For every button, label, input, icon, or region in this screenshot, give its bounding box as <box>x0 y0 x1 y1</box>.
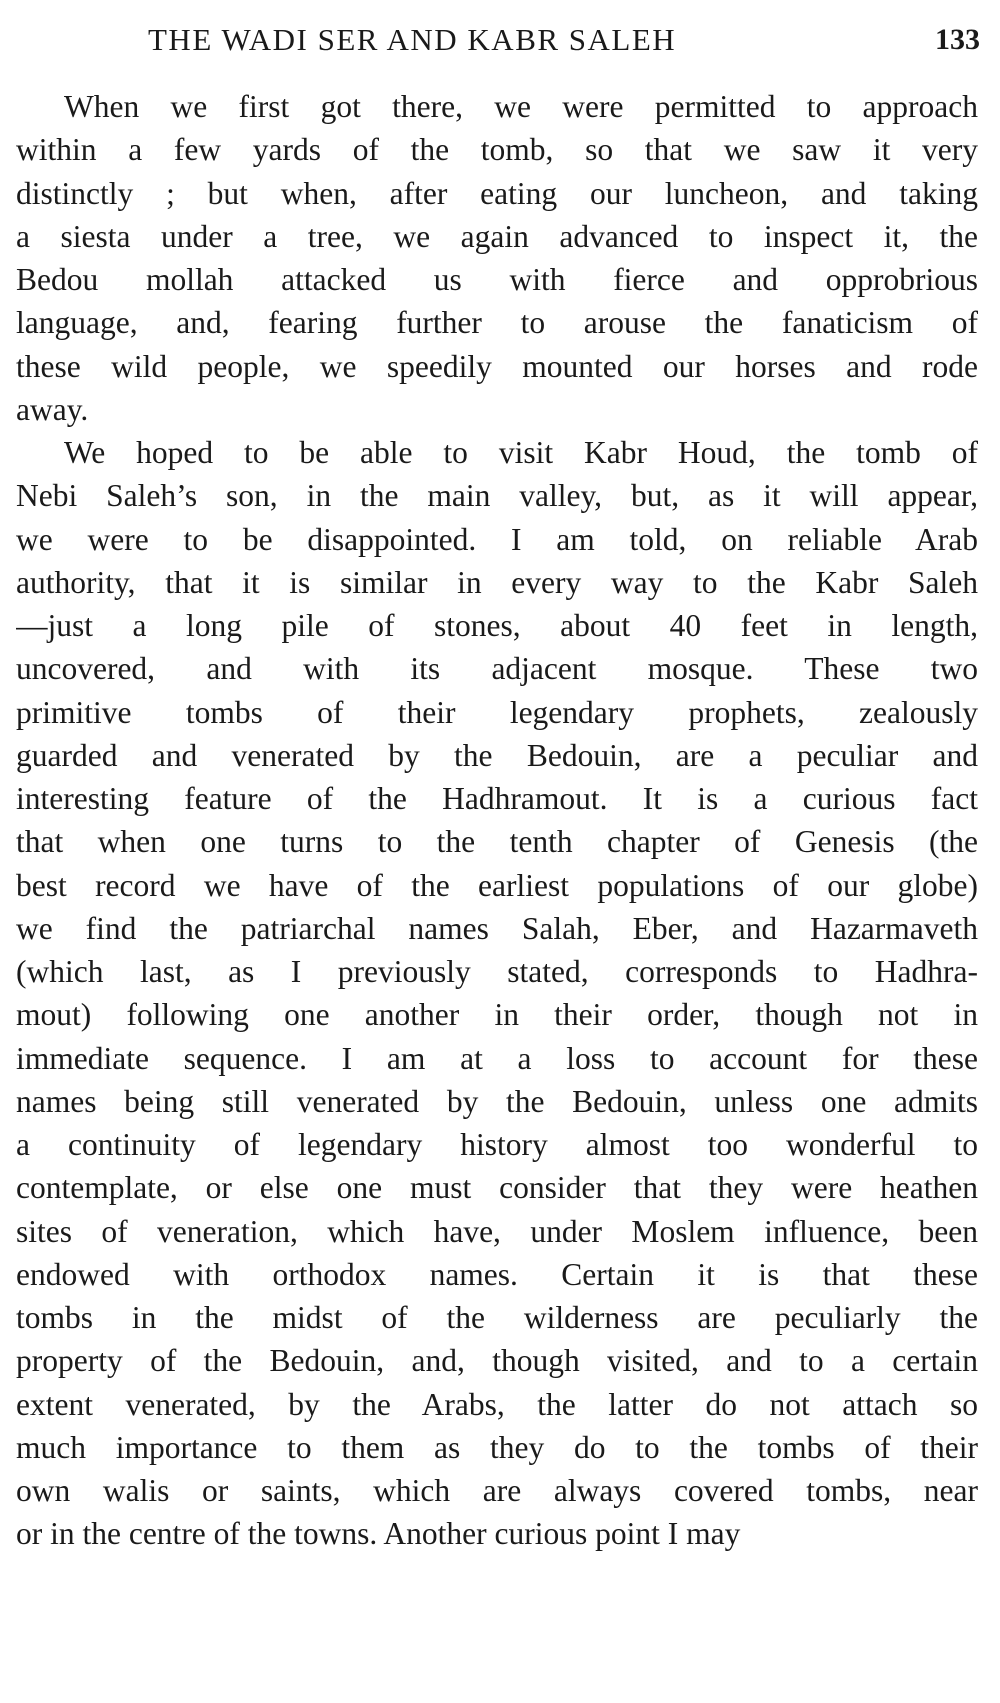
text-line: interesting feature of the Hadhramout. It is a curious fact <box>16 781 978 816</box>
text-line: names being still venerated by the Bedouin, unless one admits <box>16 1083 978 1119</box>
text-line: contemplate, or else one must consider that they were heathen <box>16 1170 978 1206</box>
paragraph <box>16 431 978 1556</box>
text-line: property of the Bedouin, and, though visited, and to a certain <box>16 1343 978 1379</box>
text-line: Bedou mollah attacked us with fierce and opprobrious <box>16 262 978 297</box>
text-line: a continuity of legendary history almost too wonderful to <box>16 1127 978 1162</box>
text-line: language, and, fearing further to arouse the fanaticism of <box>16 305 978 341</box>
text-line: primitive tombs of their legendary prophets, zealously <box>16 694 978 730</box>
text-line: best record we have of the earliest populations of our globe) <box>16 867 978 903</box>
text-line: (which last, as I previously stated, corresponds to Hadhra- <box>16 954 978 989</box>
text-line: a siesta under a tree, we again advanced to inspect it, the <box>16 218 978 254</box>
text-line: sites of veneration, which have, under Moslem influence, been <box>16 1213 978 1249</box>
text-line: tombs in the midst of the wilderness are peculiarly the <box>16 1300 978 1335</box>
text-line: uncovered, and with its adjacent mosque. These two <box>16 651 978 687</box>
text-line: these wild people, we speedily mounted our horses and rode <box>16 348 978 384</box>
text-line: or in the centre of the towns. Another curious point I may <box>16 1516 741 1552</box>
text-line: guarded and venerated by the Bedouin, are a peculiar and <box>16 737 978 773</box>
text-line: that when one turns to the tenth chapter of Genesis (the <box>16 824 978 860</box>
text-line: much importance to them as they do to the tombs of their <box>16 1429 978 1465</box>
text-line: We hoped to be able to visit Kabr Houd, the tomb of <box>64 435 978 470</box>
text-line: extent venerated, by the Arabs, the latter do not attach so <box>16 1386 978 1422</box>
text-line: immediate sequence. I am at a loss to account for these <box>16 1040 978 1076</box>
text-line: Nebi Saleh’s son, in the main valley, but, as it will appear, <box>16 478 978 514</box>
text-line: we find the patriarchal names Salah, Eber, and Hazarmaveth <box>16 910 978 946</box>
text-line: endowed with orthodox names. Certain it is that these <box>16 1256 978 1292</box>
body-text <box>16 85 978 1556</box>
text-line: we were to be disappointed. I am told, on reliable Arab <box>16 521 978 557</box>
text-line: distinctly ; but when, after eating our luncheon, and taking <box>16 175 978 211</box>
page-number: 133 <box>935 23 980 56</box>
page-header <box>0 20 1000 60</box>
text-line: authority, that it is similar in every way to the Kabr Saleh <box>16 564 978 600</box>
text-line: mout) following one another in their order, though not in <box>16 997 978 1033</box>
text-line: When we first got there, we were permitted to approach <box>64 89 978 124</box>
text-line: within a few yards of the tomb, so that we saw it very <box>16 132 978 168</box>
text-line: —just a long pile of stones, about 40 feet in length, <box>16 608 978 643</box>
text-line: own walis or saints, which are always covered tombs, near <box>16 1473 978 1508</box>
paragraph <box>16 85 978 431</box>
text-line: away. <box>16 391 89 427</box>
running-title: THE WADI SER AND KABR SALEH <box>148 22 677 57</box>
